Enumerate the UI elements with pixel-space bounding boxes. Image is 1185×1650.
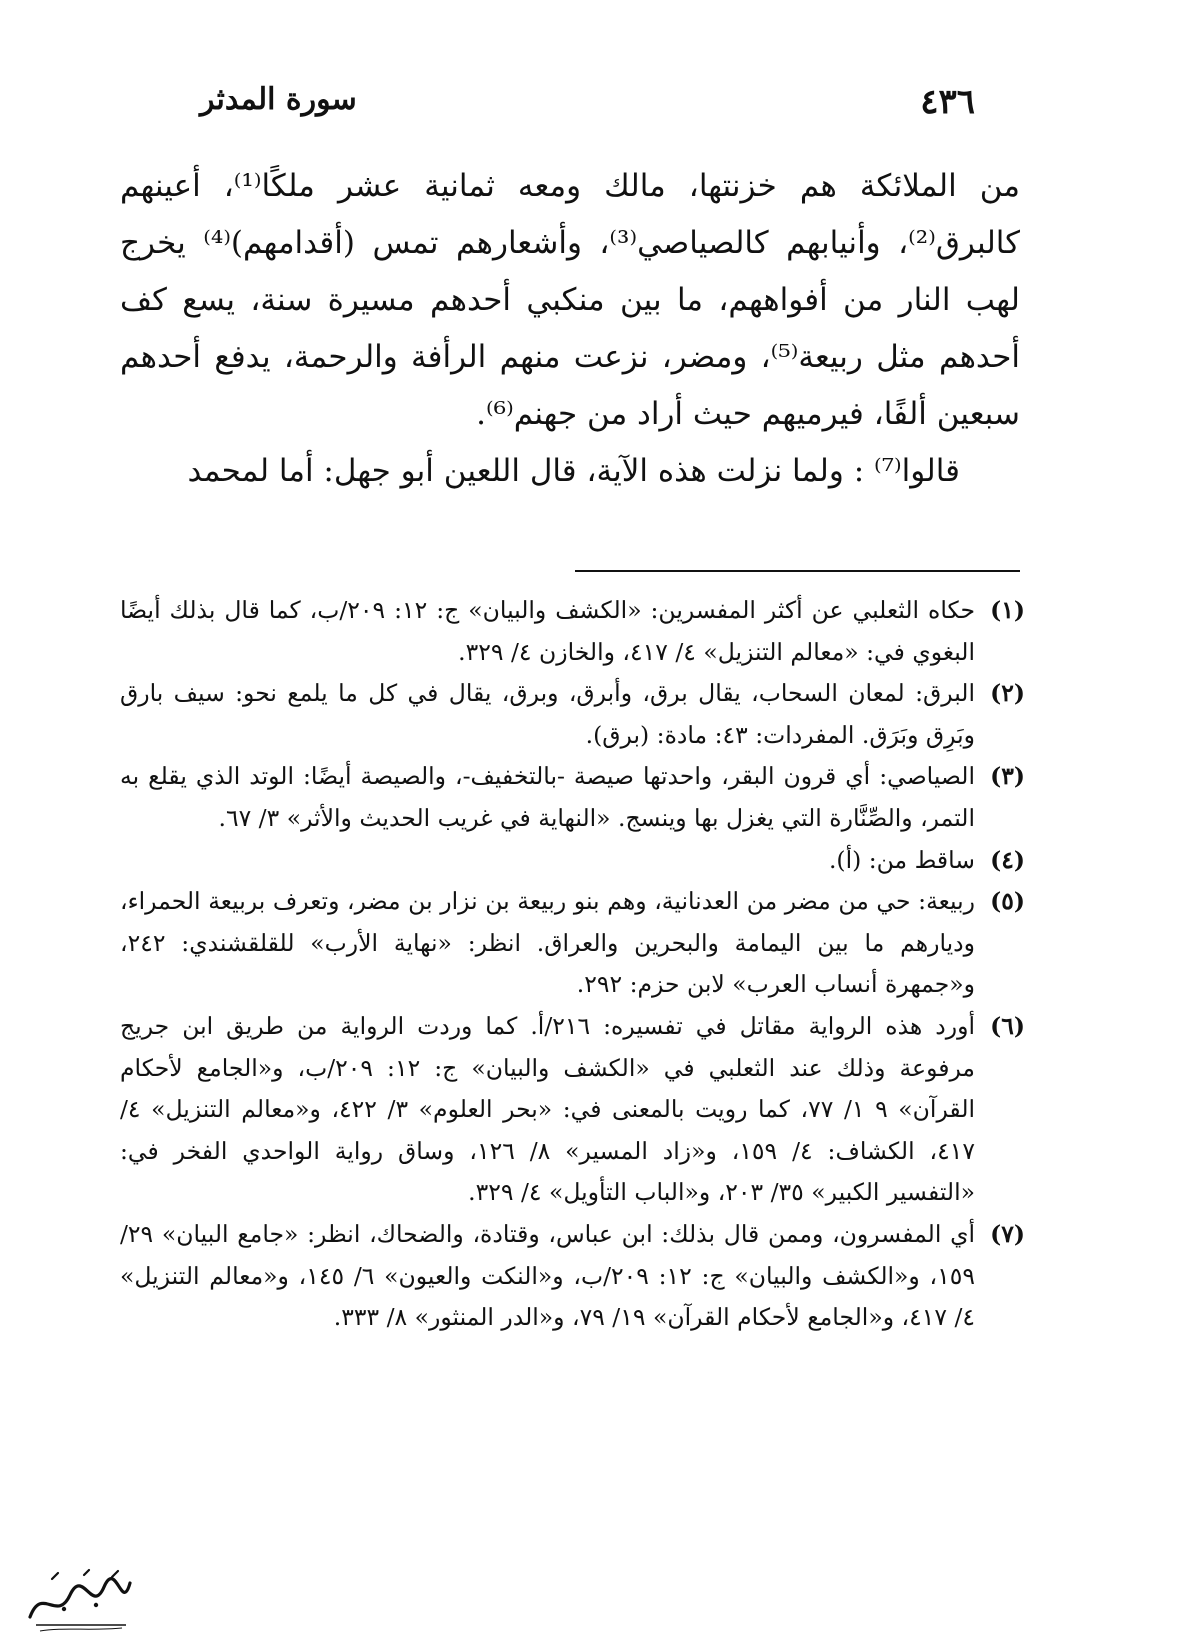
page-number: ٤٣٦ xyxy=(920,82,975,122)
footnote-6 xyxy=(120,1006,1025,1214)
footnote-text: أي المفسرون، وممن قال بذلك: ابن عباس، وقتادة، والضحاك، انظر: «جامع البيان» ٢٩/ ١٥٩، و«الكشف والبيان» ج: ١٢: ٢٠٩/ب، و«النكت والعيون» ٦/ ١٤٥، و«معالم التنزيل» ٤/ ٤١٧، و«الجامع لأحكام القرآن» ١٩/ ٧٩، و«الدر المنثور» ٨/ ٣٣٣. xyxy=(120,1219,975,1332)
footnote-number: (٤) xyxy=(990,845,1025,874)
footnote-1 xyxy=(120,590,1025,673)
footnote-text: ساقط من: (أ). xyxy=(828,845,975,874)
footnote-number: (٧) xyxy=(990,1219,1025,1248)
footnote-7 xyxy=(120,1214,1025,1339)
footnote-4 xyxy=(120,840,1025,882)
main-text xyxy=(120,158,1020,500)
surah-title: سورة المدثر xyxy=(200,82,357,117)
footnote-text: حكاه الثعلبي عن أكثر المفسرين: «الكشف والبيان» ج: ١٢: ٢٠٩/ب، كما قال بذلك أيضًا البغوي في: «معالم التنزيل» ٤/ ٤١٧، والخازن ٤/ ٣٢٩. xyxy=(120,596,975,666)
footnote-number: (٦) xyxy=(990,1011,1025,1040)
footnote-divider xyxy=(575,570,1020,572)
footnote-number: (٢) xyxy=(990,679,1025,708)
footnote-text: أورد هذه الرواية مقاتل في تفسيره: ٢١٦/أ. كما وردت الرواية من طريق ابن جريج مرفوعة وذلك عند الثعلبي في «الكشف والبيان» ج: ١٢: ٢٠٩/ب، و«الجامع لأحكام القرآن» ٩ ١/ ٧٧، كما رويت بالمعنى في: «بحر العلوم» ٣/ ٤٢٢، و«معالم التنزيل» ٤/ ٤١٧، الكشاف: ٤/ ١٥٩، و«زاد المسير» ٨/ ١٢٦، وساق رواية الواحدي الفخر في: «التفسير الكبير» ٣٥/ ٢٠٣، و«الباب التأويل» ٤/ ٣٢٩. xyxy=(120,1011,976,1207)
footnote-text: ربيعة: حي من مضر من العدنانية، وهم بنو ربيعة بن نزار بن مضر، وتعرف بربيعة الحمراء، وديارهم ما بين اليمامة والبحرين والعراق. انظر: «نهاية الأرب» للقلقشندي: ٢٤٢، و«جمهرة أنساب العرب» لابن حزم: ٢٩٢. xyxy=(120,887,975,999)
footnote-text: الصياصي: أي قرون البقر، واحدتها صيصة -بالتخفيف-، والصيصة أيضًا: الوتد الذي يقلع به التمر، والصِّنَّارة التي يغزل بها وينسج. «النهاية في غريب الحديث والأثر» ٣/ ٦٧. xyxy=(120,762,975,832)
footnote-text: البرق: لمعان السحاب، يقال برق، وأبرق، وبرق، يقال في كل ما يلمع نحو: سيف بارق وبَرِق وبَرَق. المفردات: ٤٣: مادة: (برق). xyxy=(120,679,975,749)
calligraphy-logo-icon xyxy=(22,1565,137,1635)
footnote-number: (٣) xyxy=(990,762,1025,791)
footnote-number: (١) xyxy=(990,596,1025,624)
footnote-2 xyxy=(120,673,1025,756)
main-paragraph-1: من الملائكة هم خزنتها، مالك ومعه ثمانية عشر ملكًا⁽¹⁾، أعينهم كالبرق⁽²⁾، وأنيابهم كالصياصي⁽³⁾، وأشعارهم تمس (أقدامهم)⁽⁴⁾ يخرج لهب النار من أفواههم، ما بين منكبي أحدهم مسيرة سنة، يسع كف أحدهم مثل ربيعة⁽⁵⁾، ومضر، نزعت منهم الرأفة والرحمة، يدفع أحدهم سبعين ألفًا، فيرميهم حيث أراد من جهنم⁽⁶⁾. xyxy=(120,168,1020,432)
footnotes xyxy=(120,590,1025,1339)
footnote-number: (٥) xyxy=(990,887,1025,916)
footnote-5 xyxy=(120,881,1025,1006)
page-header xyxy=(200,82,975,132)
main-paragraph-2: قالوا⁽⁷⁾ : ولما نزلت هذه الآية، قال اللعين أبو جهل: أما لمحمد xyxy=(187,453,960,489)
footnote-3 xyxy=(120,756,1025,839)
